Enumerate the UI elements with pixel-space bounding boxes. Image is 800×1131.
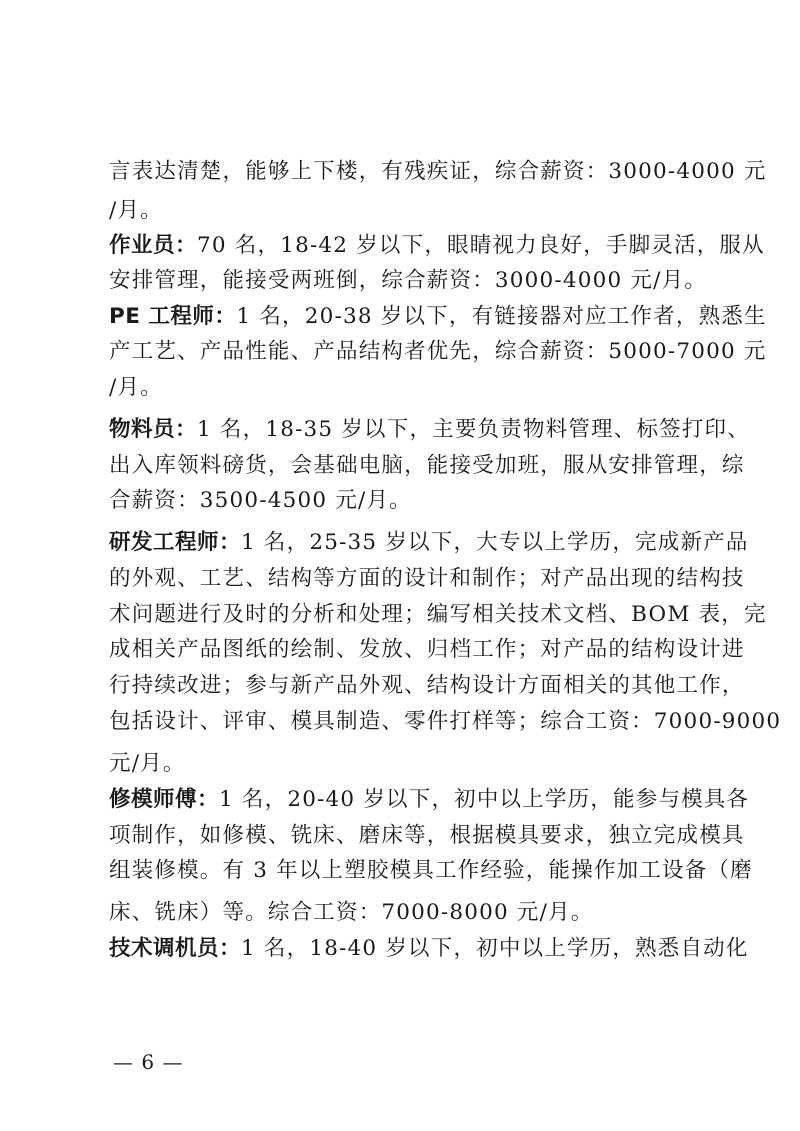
text-line bbox=[109, 856, 753, 886]
text-span: 项制作，如修模、铣床、磨床等，根据模具要求，独立完成模具 bbox=[109, 823, 745, 848]
text-line bbox=[109, 671, 745, 701]
text-line bbox=[109, 898, 709, 928]
text-span: 元/月。 bbox=[109, 751, 186, 776]
text-line bbox=[109, 157, 767, 187]
text-span: 的外观、工艺、结构等方面的设计和制作；对产品出现的结构技 bbox=[109, 566, 745, 591]
text-span: 安排管理，能接受两班倒，综合薪资：3000-4000 元/月。 bbox=[109, 268, 707, 293]
job-title: 物料员： bbox=[109, 417, 198, 442]
job-title: 技术调机员： bbox=[109, 936, 242, 961]
text-span: 组装修模。有 3 年以上塑胶模具工作经验，能操作加工设备（磨 bbox=[109, 858, 753, 883]
text-span: 70 名，18-42 岁以下，眼睛视力良好，手脚灵活，服从 bbox=[197, 233, 765, 258]
job-entry-technical-tuner bbox=[109, 934, 749, 964]
text-span: 成相关产品图纸的绘制、发放、归档工作；对产品的结构设计进 bbox=[109, 637, 745, 662]
text-span: 包括设计、评审、模具制造、零件打样等；综合工资：7000-9000 bbox=[109, 709, 782, 734]
text-span: 言表达清楚，能够上下楼，有残疾证，综合薪资：3000-4000 元 bbox=[109, 159, 767, 184]
job-title: 作业员： bbox=[109, 233, 198, 258]
text-line bbox=[109, 749, 709, 779]
text-span: /月。 bbox=[109, 198, 163, 223]
text-line bbox=[109, 486, 709, 516]
text-span: 合薪资：3500-4500 元/月。 bbox=[109, 488, 412, 513]
text-line bbox=[109, 373, 709, 403]
text-span: 产工艺、产品性能、产品结构者优先，综合薪资：5000-7000 元 bbox=[109, 339, 767, 364]
text-line bbox=[109, 707, 782, 737]
text-line bbox=[109, 266, 709, 296]
text-span: 1 名，25-35 岁以下，大专以上学历，完成新产品 bbox=[241, 530, 749, 555]
text-line bbox=[109, 821, 745, 851]
job-entry-operator bbox=[109, 231, 765, 261]
text-line bbox=[109, 564, 745, 594]
text-span: 1 名，20-38 岁以下，有链接器对应工作者，熟悉生 bbox=[236, 304, 767, 329]
text-span: 1 名，20-40 岁以下，初中以上学历，能参与模具各 bbox=[219, 787, 750, 812]
job-entry-rd-engineer bbox=[109, 528, 749, 558]
text-span: 床、铣床）等。综合工资：7000-8000 元/月。 bbox=[109, 900, 594, 925]
text-span: 术问题进行及时的分析和处理；编写相关技术文档、BOM 表，完 bbox=[109, 602, 767, 627]
job-title: 修模师傅： bbox=[109, 787, 220, 812]
page-number: — 6 — bbox=[113, 1050, 184, 1074]
text-span: 行持续改进；参与新产品外观、结构设计方面相关的其他工作， bbox=[109, 673, 745, 698]
text-span: 出入库领料磅货，会基础电脑，能接受加班，服从安排管理，综 bbox=[109, 453, 745, 478]
text-span: 1 名，18-35 岁以下，主要负责物料管理、标签打印、 bbox=[197, 417, 750, 442]
text-line bbox=[109, 635, 745, 665]
text-line bbox=[109, 451, 745, 481]
job-entry-material-clerk bbox=[109, 415, 750, 445]
text-line bbox=[109, 337, 767, 367]
text-line bbox=[109, 196, 709, 226]
text-span: /月。 bbox=[109, 375, 163, 400]
job-title: 研发工程师： bbox=[109, 530, 242, 555]
text-line bbox=[109, 600, 767, 630]
text-span: 1 名，18-40 岁以下，初中以上学历，熟悉自动化 bbox=[241, 936, 749, 961]
job-entry-mold-repair bbox=[109, 785, 750, 815]
job-title: PE 工程师： bbox=[109, 304, 237, 329]
job-entry-pe-engineer bbox=[109, 302, 767, 332]
